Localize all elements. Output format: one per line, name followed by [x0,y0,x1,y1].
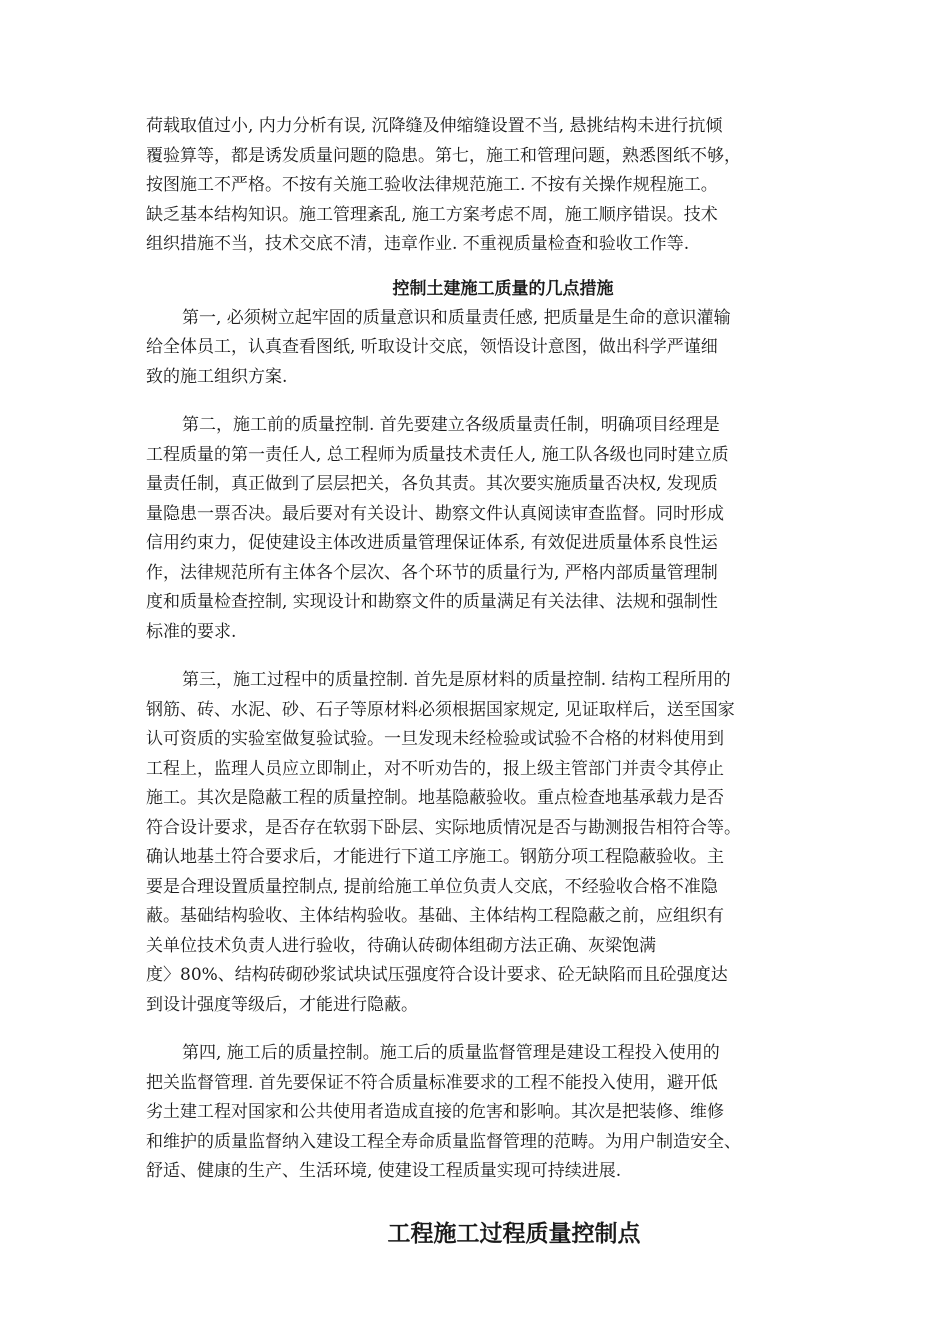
paragraph-4 [146,1039,814,1187]
text-line: 第四, 施工后的质量控制。施工后的质量监督管理是建设工程投入使用的 [182,1043,720,1063]
text-line: 确认地基土符合要求后，才能进行下道工序施工。钢筋分项工程隐蔽验收。主 [146,847,724,867]
text-line: 第三，施工过程中的质量控制. 首先是原材料的质量控制. 结构工程所用的 [182,670,731,690]
text-line: 第二，施工前的质量控制. 首先要建立各级质量责任制，明确项目经理是 [182,415,720,435]
text-line: 工程上，监理人员应立即制止，对不听劝告的，报上级主管部门并责令其停止 [146,758,724,779]
paragraph-3 [146,666,814,1020]
document-page [146,112,814,1251]
text-line: 标准的要求. [146,621,237,642]
text-line: 作，法律规范所有主体各个层次、各个环节的质量行为, 严格内部质量管理制 [146,562,718,583]
text-line: 劣土建工程对国家和公共使用者造成直接的危害和影响。其次是把装修、维修 [146,1102,724,1122]
text-line: 覆验算等，都是诱发质量问题的隐患。第七，施工和管理问题，熟悉图纸不够， [146,145,741,166]
chapter-title: 工程施工过程质量控制点 [387,1220,641,1247]
paragraph-1 [146,304,814,393]
paragraph-gap [146,1020,814,1039]
paragraph-2 [146,411,814,647]
text-line: 钢筋、砖、水泥、砂、石子等原材料必须根据国家规定, 见证取样后，送至国家 [146,699,735,720]
text-line: 信用约束力，促使建设主体改进质量管理保证体系, 有效促进质量体系良性运 [146,533,718,553]
text-line: 第一, 必须树立起牢固的质量意识和质量责任感, 把质量是生命的意识灌输 [182,307,731,328]
text-line: 要是合理设置质量控制点, 提前给施工单位负责人交底，不经验收合格不准隐 [146,876,718,897]
text-line: 到设计强度等级后，才能进行隐蔽。 [146,994,418,1015]
paragraph-gap [146,392,814,411]
text-line: 荷载取值过小, 内力分析有误, 沉降缝及伸缩缝设置不当, 悬挑结构未进行抗倾 [146,116,723,136]
paragraph-gap [146,647,814,666]
text-line: 关单位技术负责人进行验收，待确认砖砌体组砌方法正确、灰梁饱满 [146,935,656,956]
text-line: 量责任制，真正做到了层层把关，各负其责。其次要实施质量否决权, 发现质 [146,474,718,494]
text-line: 量隐患一票否决。最后要对有关设计、勘察文件认真阅读审查监督。同时形成 [146,503,724,524]
text-line: 舒适、健康的生产、生活环境, 使建设工程质量实现可持续进展. [146,1161,622,1181]
text-line: 符合设计要求，是否存在软弱下卧层、实际地质情况是否与勘测报告相符合等。 [146,817,741,838]
text-line: 蔽。基础结构验收、主体结构验收。基础、主体结构工程隐蔽之前，应组织有 [146,906,724,926]
text-line: 给全体员工，认真查看图纸, 听取设计交底，领悟设计意图，做出科学严谨细 [146,337,718,357]
text-line: 度和质量检查控制, 实现设计和勘察文件的质量满足有关法律、法规和强制性 [146,592,718,612]
text-line: 把关监督管理. 首先要保证不符合质量标准要求的工程不能投入使用，避开低 [146,1072,718,1093]
text-line: 缺乏基本结构知识。施工管理紊乱, 施工方案考虑不周，施工顺序错误。技术 [146,204,718,225]
intro-paragraph [146,112,814,260]
text-line: 组织措施不当，技术交底不清，违章作业. 不重视质量检查和验收工作等. [146,234,690,254]
text-line: 度〉80%、结构砖砌砂浆试块试压强度符合设计要求、砼无缺陷而且砼强度达 [146,965,728,985]
text-line: 施工。其次是隐蔽工程的质量控制。地基隐蔽验收。重点检查地基承载力是否 [146,788,724,808]
section-heading: 控制土建施工质量的几点措施 [392,278,614,299]
text-line: 致的施工组织方案. [146,366,288,387]
text-line: 认可资质的实验室做复验试验。一旦发现未经检验或试验不合格的材料使用到 [146,729,724,749]
text-line: 按图施工不严格。不按有关施工验收法律规范施工. 不按有关操作规程施工。 [146,175,718,195]
text-line: 工程质量的第一责任人, 总工程师为质量技术责任人, 施工队各级也同时建立质 [146,444,729,465]
text-line: 和维护的质量监督纳入建设工程全寿命质量监督管理的范畴。为用户制造安全、 [146,1131,741,1152]
